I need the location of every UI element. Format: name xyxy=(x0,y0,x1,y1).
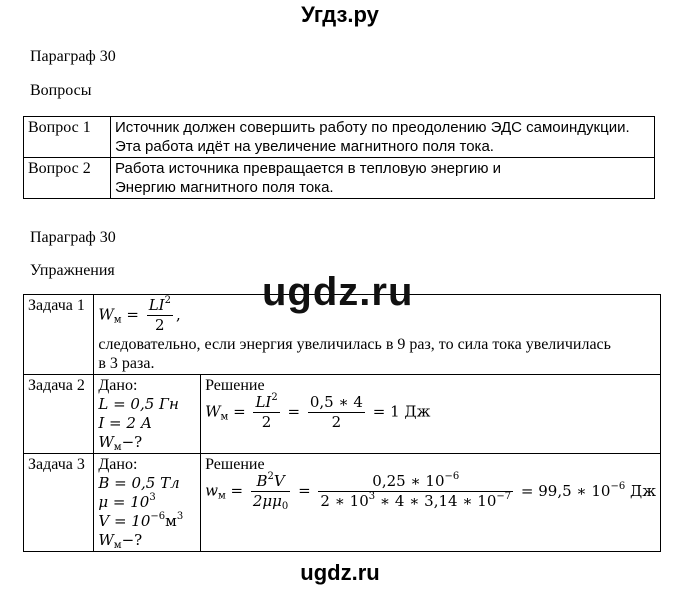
given-title: Дано: xyxy=(98,456,138,473)
fraction-denominator xyxy=(251,492,290,511)
fraction-denominator xyxy=(318,492,513,511)
numerator-text: B xyxy=(256,472,268,490)
given-item xyxy=(98,493,196,512)
task3-solution xyxy=(201,454,661,552)
find-suffix: −? xyxy=(121,531,143,549)
numerator-text: V xyxy=(273,472,285,490)
subscript: м xyxy=(220,411,229,423)
given-title: Дано: xyxy=(98,377,138,394)
section2-subheading: Упражнения xyxy=(30,262,115,279)
numerator-text: 0,25 ∗ 10 xyxy=(372,472,445,490)
answer-line: Источник должен совершить работу по преодолению ЭДС самоиндукции. xyxy=(115,119,630,136)
superscript: 3 xyxy=(149,492,156,503)
find-symbol: W xyxy=(98,531,114,549)
unit: м xyxy=(165,512,177,530)
section2-heading: Параграф 30 xyxy=(30,229,116,246)
superscript: 2 xyxy=(271,392,278,403)
given-item: I = 2 А xyxy=(98,414,153,432)
answer-line: Работа источника превращается в тепловую энергию и xyxy=(115,160,502,177)
answer-line: Энергию магнитного поля тока. xyxy=(115,179,334,196)
given-find xyxy=(98,433,196,452)
subscript: м xyxy=(113,442,122,453)
result xyxy=(521,482,656,500)
superscript: 3 xyxy=(176,511,184,522)
fraction-numerator xyxy=(253,393,279,413)
denominator-text: ∗ 4 ∗ 3,14 ∗ 10 xyxy=(375,492,497,510)
superscript: −7 xyxy=(496,491,512,502)
equals-sign: = xyxy=(126,305,144,324)
question-label: Вопрос 1 xyxy=(24,117,111,158)
given-item: L = 0,5 Гн xyxy=(98,395,179,413)
task1-text: следовательно, если энергия увеличилась в 9 раз, то сила тока увеличилась xyxy=(98,336,611,353)
section1-subheading: Вопросы xyxy=(30,82,92,99)
superscript: −6 xyxy=(610,480,626,492)
fraction-numerator xyxy=(251,472,290,492)
find-symbol: W xyxy=(98,433,114,451)
task-label: Задача 1 xyxy=(24,295,94,375)
fraction-denominator: 2 xyxy=(261,413,272,431)
fraction xyxy=(253,393,279,432)
watermark: ugdz.ru xyxy=(262,270,414,314)
fraction-denominator: 2 xyxy=(155,316,165,334)
fraction-numerator xyxy=(318,472,513,492)
equals-sign: = xyxy=(287,402,305,421)
formula-symbol: W xyxy=(98,305,114,324)
solution-title: Решение xyxy=(205,456,265,473)
superscript: 3 xyxy=(368,491,376,502)
fraction-numerator xyxy=(147,296,173,316)
fraction xyxy=(251,472,290,511)
superscript: 2 xyxy=(267,471,274,482)
unit: Дж xyxy=(625,481,656,500)
given-text: μ = 10 xyxy=(98,493,150,511)
numerator-text: LI xyxy=(255,393,272,411)
task2-given xyxy=(94,375,201,454)
given-find xyxy=(98,531,196,550)
comma: , xyxy=(175,305,181,324)
task3-formula xyxy=(205,472,656,511)
site-title-bottom: ugdz.ru xyxy=(300,560,380,585)
site-title-top: Угдз.ру xyxy=(301,2,379,27)
task2-formula xyxy=(205,393,656,432)
formula-symbol: W xyxy=(205,402,221,421)
result: = 1 Дж xyxy=(372,402,431,421)
superscript: −6 xyxy=(150,511,166,522)
task-label: Задача 3 xyxy=(24,454,94,552)
solution-title: Решение xyxy=(205,377,265,394)
denominator-text: 2 ∗ 10 xyxy=(320,492,369,510)
equals-sign: = xyxy=(298,481,316,500)
fraction xyxy=(318,472,513,511)
question-answer xyxy=(111,117,655,158)
questions-table xyxy=(23,116,655,199)
formula-subscript: м xyxy=(113,314,122,326)
exercises-table xyxy=(23,294,661,552)
equals-sign: = xyxy=(233,402,251,421)
table-row xyxy=(24,117,655,158)
superscript: −6 xyxy=(444,471,460,482)
task1-text: в 3 раза. xyxy=(98,355,155,372)
fraction xyxy=(308,393,365,432)
fraction xyxy=(147,296,173,335)
table-row xyxy=(24,454,661,552)
numerator-text: LI xyxy=(148,296,165,314)
subscript: м xyxy=(217,490,226,502)
equals-sign: = xyxy=(230,481,248,500)
find-suffix: −? xyxy=(121,433,143,451)
section1-heading: Параграф 30 xyxy=(30,48,116,65)
denominator-text: 2μμ xyxy=(252,492,282,510)
task2-solution xyxy=(201,375,661,454)
result-text: = 99,5 ∗ 10 xyxy=(520,481,611,500)
task3-given xyxy=(94,454,201,552)
subscript: 0 xyxy=(281,501,289,512)
formula-symbol: w xyxy=(205,481,218,500)
superscript: 2 xyxy=(164,295,171,306)
subscript: м xyxy=(113,540,122,551)
answer-line: Эта работа идёт на увеличение магнитного поля тока. xyxy=(115,138,494,155)
fraction-denominator: 2 xyxy=(331,413,342,431)
task-label: Задача 2 xyxy=(24,375,94,454)
fraction-numerator: 0,5 ∗ 4 xyxy=(309,393,363,411)
table-row xyxy=(24,375,661,454)
given-item xyxy=(98,512,196,531)
table-row xyxy=(24,158,655,199)
given-text: V = 10 xyxy=(98,512,151,530)
question-label: Вопрос 2 xyxy=(24,158,111,199)
given-item: B = 0,5 Тл xyxy=(98,474,180,492)
question-answer xyxy=(111,158,655,199)
